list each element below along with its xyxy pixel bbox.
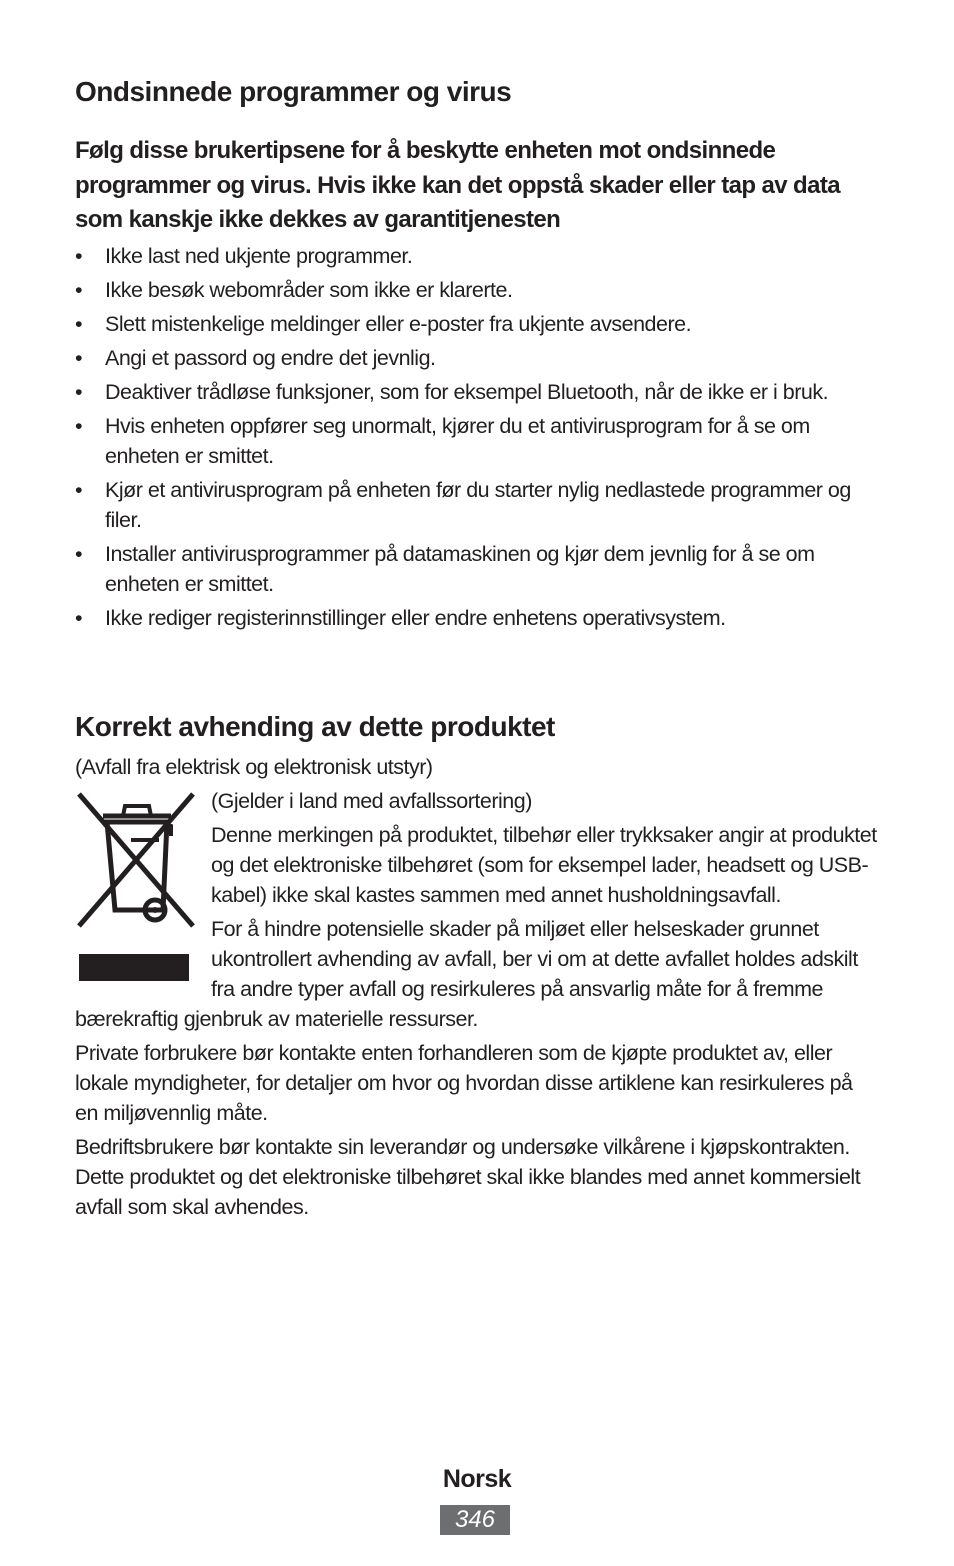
list-item-text: Ikke last ned ukjente programmer. (105, 244, 413, 268)
bullet-glyph: • (75, 380, 83, 404)
disposal-body (75, 786, 880, 1226)
list-item (75, 343, 880, 373)
bullet-glyph: • (75, 346, 83, 370)
list-item (75, 475, 880, 535)
disposal-marking: Denne merkingen på produktet, tilbehør eller trykksaker angir at produktet og det elektroniske tilbehøret (som for eksempel lader, headsett og USB-kabel) ikke skal kastes sammen med annet husholdningsavfall. (211, 823, 877, 907)
list-item (75, 241, 880, 271)
list-item (75, 603, 880, 633)
bullet-glyph: • (75, 278, 83, 302)
section-heading-malware: Ondsinnede programmer og virus (75, 76, 512, 107)
list-item-text: Installer antivirusprogrammer på datamaskinen og kjør dem jevnlig for å se om enheten er smittet. (105, 542, 815, 596)
section-heading-disposal: Korrekt avhending av dette produktet (75, 711, 555, 742)
list-item-text: Deaktiver trådløse funksjoner, som for eksempel Bluetooth, når de ikke er i bruk. (105, 380, 829, 404)
crossed-out-wheelie-bin-icon (75, 790, 197, 930)
malware-intro: Følg disse brukertipsene for å beskytte enheten mot ondsinnede programmer og virus. Hvis ikke kan det oppstå skader eller tap av data som kanskje ikke dekkes av garantitjenesten (75, 137, 840, 233)
bullet-glyph: • (75, 542, 83, 566)
list-item (75, 309, 880, 339)
list-item (75, 411, 880, 471)
disposal-subtitle: (Avfall fra elektrisk og elektronisk utstyr) (75, 755, 433, 779)
list-item-text: Angi et passord og endre det jevnlig. (105, 346, 436, 370)
weee-logo (75, 786, 195, 981)
list-item-text: Slett mistenkelige meldinger eller e-poster fra ukjente avsendere. (105, 312, 692, 336)
disposal-applies: (Gjelder i land med avfallssortering) (211, 789, 532, 813)
weee-logo-bar (79, 954, 189, 981)
bullet-glyph: • (75, 606, 83, 630)
malware-tips-list (75, 241, 880, 637)
disposal-prevent: For å hindre potensielle skader på miljøet eller helseskader grunnet ukontrollert avhending av avfall, ber vi om at dette avfallet holdes adskilt fra andre typer avfall og resirkuleres på ansvarlig måte for å fremme bærekraftig gjenbruk av materielle ressurser. (75, 917, 858, 1031)
bullet-glyph: • (75, 478, 83, 502)
bullet-glyph: • (75, 414, 83, 438)
list-item-text: Kjør et antivirusprogram på enheten før du starter nylig nedlastede programmer og filer. (105, 478, 851, 532)
bullet-glyph: • (75, 244, 83, 268)
page-number: 346 (440, 1505, 510, 1535)
bullet-glyph: • (75, 312, 83, 336)
list-item-text: Hvis enheten oppfører seg unormalt, kjører du et antivirusprogram for å se om enheten er smittet. (105, 414, 810, 468)
footer-language: Norsk (442, 1465, 512, 1493)
disposal-business: Bedriftsbrukere bør kontakte sin leverandør og undersøke vilkårene i kjøpskontrakten. Dette produktet og det elektroniske tilbehøret skal ikke blandes med annet kommersielt avfall som skal avhendes. (75, 1135, 861, 1219)
list-item (75, 377, 880, 407)
list-item-text: Ikke rediger registerinnstillinger eller endre enhetens operativsystem. (105, 606, 726, 630)
list-item (75, 275, 880, 305)
list-item (75, 539, 880, 599)
disposal-private: Private forbrukere bør kontakte enten forhandleren som de kjøpte produktet av, eller lokale myndigheter, for detaljer om hvor og hvordan disse artiklene kan resirkuleres på en miljøvennlig måte. (75, 1041, 853, 1125)
list-item-text: Ikke besøk webområder som ikke er klarerte. (105, 278, 513, 302)
